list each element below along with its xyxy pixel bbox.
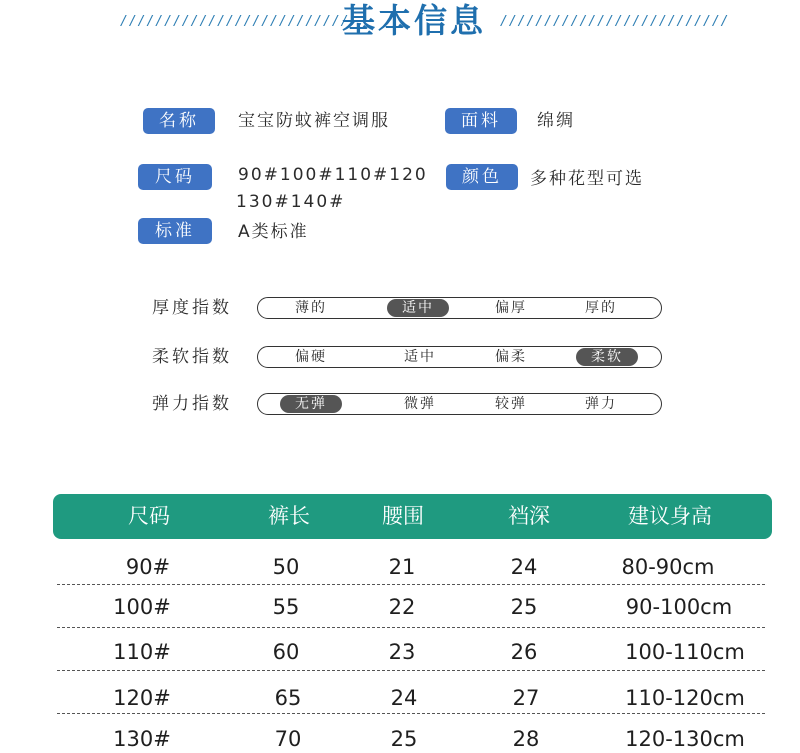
table-cell: 130# [113,727,171,751]
elasticity-index-scale [257,393,662,415]
color-label: 颜色 [446,164,518,190]
standard-value: A类标准 [238,222,309,242]
title-decoration-right: ////////////////////////// [500,14,730,29]
thickness-index-label: 厚度指数 [152,298,232,318]
standard-label: 标准 [138,218,212,244]
size-value-line2: 130#140# [236,192,346,212]
table-cell: 90-100cm [625,595,733,619]
table-cell: 55 [272,595,300,619]
softness-index-label: 柔软指数 [152,347,232,367]
row-divider [57,670,765,671]
table-cell: 26 [510,640,538,664]
name-value: 宝宝防蚊裤空调服 [238,111,390,131]
column-header-size: 尺码 [128,504,170,528]
table-cell: 25 [510,595,538,619]
column-header-suggested-height: 建议身高 [628,504,712,528]
table-cell: 21 [388,555,416,579]
elasticity-option-slight: 微弹 [404,396,436,412]
thickness-option-thin: 薄的 [295,300,327,316]
table-cell: 100# [113,595,171,619]
table-cell: 27 [512,686,540,710]
size-value-line1: 90#100#110#120 [238,165,428,185]
table-cell: 25 [390,727,418,751]
table-cell: 90# [125,555,171,579]
elasticity-index-label: 弹力指数 [152,394,232,414]
row-divider [57,627,765,628]
softness-index-scale [257,346,662,368]
column-header-pants-length: 裤长 [268,504,310,528]
table-cell: 24 [390,686,418,710]
elasticity-option-elastic: 弹力 [585,396,617,412]
table-cell: 23 [388,640,416,664]
elasticity-option-fairly: 较弹 [495,396,527,412]
table-cell: 22 [388,595,416,619]
thickness-option-thick: 厚的 [585,300,617,316]
row-divider [57,713,765,714]
table-cell: 100-110cm [625,640,745,664]
softness-option-hard: 偏硬 [295,349,327,365]
row-divider [57,584,765,585]
thickness-option-medium-selected: 适中 [387,299,449,317]
fabric-label: 面料 [445,108,517,134]
name-label: 名称 [143,108,215,134]
table-cell: 120# [113,686,171,710]
softness-option-medium: 适中 [404,349,436,365]
table-cell: 60 [272,640,300,664]
table-cell: 28 [512,727,540,751]
table-cell: 50 [272,555,300,579]
title-decoration-left: ////////////////////////// [120,14,350,29]
table-cell: 120-130cm [625,727,745,751]
table-cell: 65 [274,686,302,710]
table-cell: 24 [510,555,538,579]
table-header [53,494,772,539]
softness-option-softish: 偏柔 [495,349,527,365]
table-cell: 70 [274,727,302,751]
column-header-crotch-depth: 裆深 [508,504,550,528]
size-label: 尺码 [138,164,212,190]
fabric-value: 绵绸 [537,111,575,131]
thickness-option-thickish: 偏厚 [495,300,527,316]
thickness-index-scale [257,297,662,319]
softness-option-soft-selected: 柔软 [576,348,638,366]
table-cell: 110-120cm [625,686,745,710]
column-header-waist: 腰围 [382,504,424,528]
table-cell: 110# [113,640,171,664]
elasticity-option-none-selected: 无弹 [280,395,342,413]
table-cell: 80-90cm [621,555,715,579]
section-title: 基本信息 [342,1,486,40]
color-value: 多种花型可选 [530,169,644,189]
